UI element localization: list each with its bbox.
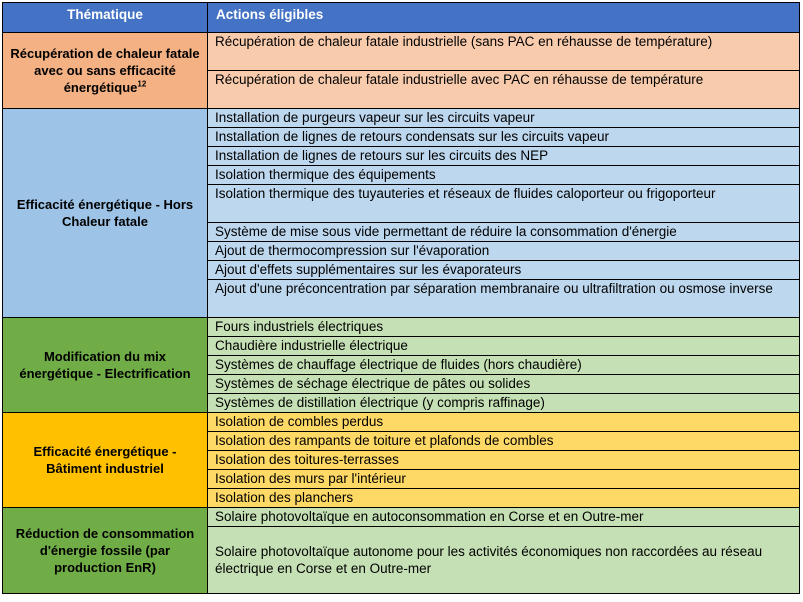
theme-cell-electrification: Modification du mix énergétique - Electrification — [3, 318, 208, 413]
action-cell: Système de mise sous vide permettant de réduire la consommation d'énergie — [208, 223, 800, 242]
header-row — [3, 3, 800, 33]
action-cell: Isolation des murs par l'intérieur — [208, 470, 800, 489]
theme-cell-energy-efficiency: Efficacité énergétique - Hors Chaleur fatale — [3, 109, 208, 318]
theme-cell-industrial-building: Efficacité énergétique - Bâtiment industriel — [3, 413, 208, 508]
action-cell: Isolation de combles perdus — [208, 413, 800, 432]
eligible-actions-table — [2, 2, 800, 594]
action-cell: Isolation thermique des tuyauteries et réseaux de fluides caloporteur ou frigoporteur — [208, 185, 800, 223]
theme-cell-heat-recovery: Récupération de chaleur fatale avec ou sans efficacité énergétique$^{12}$ — [3, 33, 208, 109]
action-cell: Récupération de chaleur fatale industrielle avec PAC en réhausse de température — [208, 71, 800, 109]
action-cell: Ajout d'effets supplémentaires sur les évaporateurs — [208, 261, 800, 280]
action-cell: Installation de lignes de retours condensats sur les circuits vapeur — [208, 128, 800, 147]
table-row — [3, 109, 800, 128]
theme-cell-renewable: Réduction de consommation d'énergie fossile (par production EnR) — [3, 508, 208, 594]
action-cell: Récupération de chaleur fatale industrielle (sans PAC en réhausse de température) — [208, 33, 800, 71]
table-row — [3, 318, 800, 337]
action-cell: Isolation des toitures-terrasses — [208, 451, 800, 470]
action-cell: Isolation des rampants de toiture et plafonds de combles — [208, 432, 800, 451]
action-cell: Chaudière industrielle électrique — [208, 337, 800, 356]
table-row — [3, 33, 800, 71]
action-cell: Installation de purgeurs vapeur sur les circuits vapeur — [208, 109, 800, 128]
header-actions: Actions éligibles — [208, 3, 800, 33]
action-cell: Installation de lignes de retours sur les circuits des NEP — [208, 147, 800, 166]
action-cell: Solaire photovoltaïque autonome pour les activités économiques non raccordées au réseau électrique en Corse et en Outre-mer — [208, 527, 800, 594]
action-cell: Ajout d'une préconcentration par séparation membranaire ou ultrafiltration ou osmose inverse — [208, 280, 800, 318]
action-cell: Systèmes de chauffage électrique de fluides (hors chaudière) — [208, 356, 800, 375]
action-cell: Systèmes de séchage électrique de pâtes ou solides — [208, 375, 800, 394]
action-cell: Fours industriels électriques — [208, 318, 800, 337]
action-cell: Isolation des planchers — [208, 489, 800, 508]
action-cell: Systèmes de distillation électrique (y compris raffinage) — [208, 394, 800, 413]
table-row — [3, 508, 800, 527]
header-theme: Thématique — [3, 3, 208, 33]
table-row — [3, 413, 800, 432]
action-cell: Solaire photovoltaïque en autoconsommation en Corse et en Outre-mer — [208, 508, 800, 527]
action-cell: Ajout de thermocompression sur l'évaporation — [208, 242, 800, 261]
action-cell: Isolation thermique des équipements — [208, 166, 800, 185]
